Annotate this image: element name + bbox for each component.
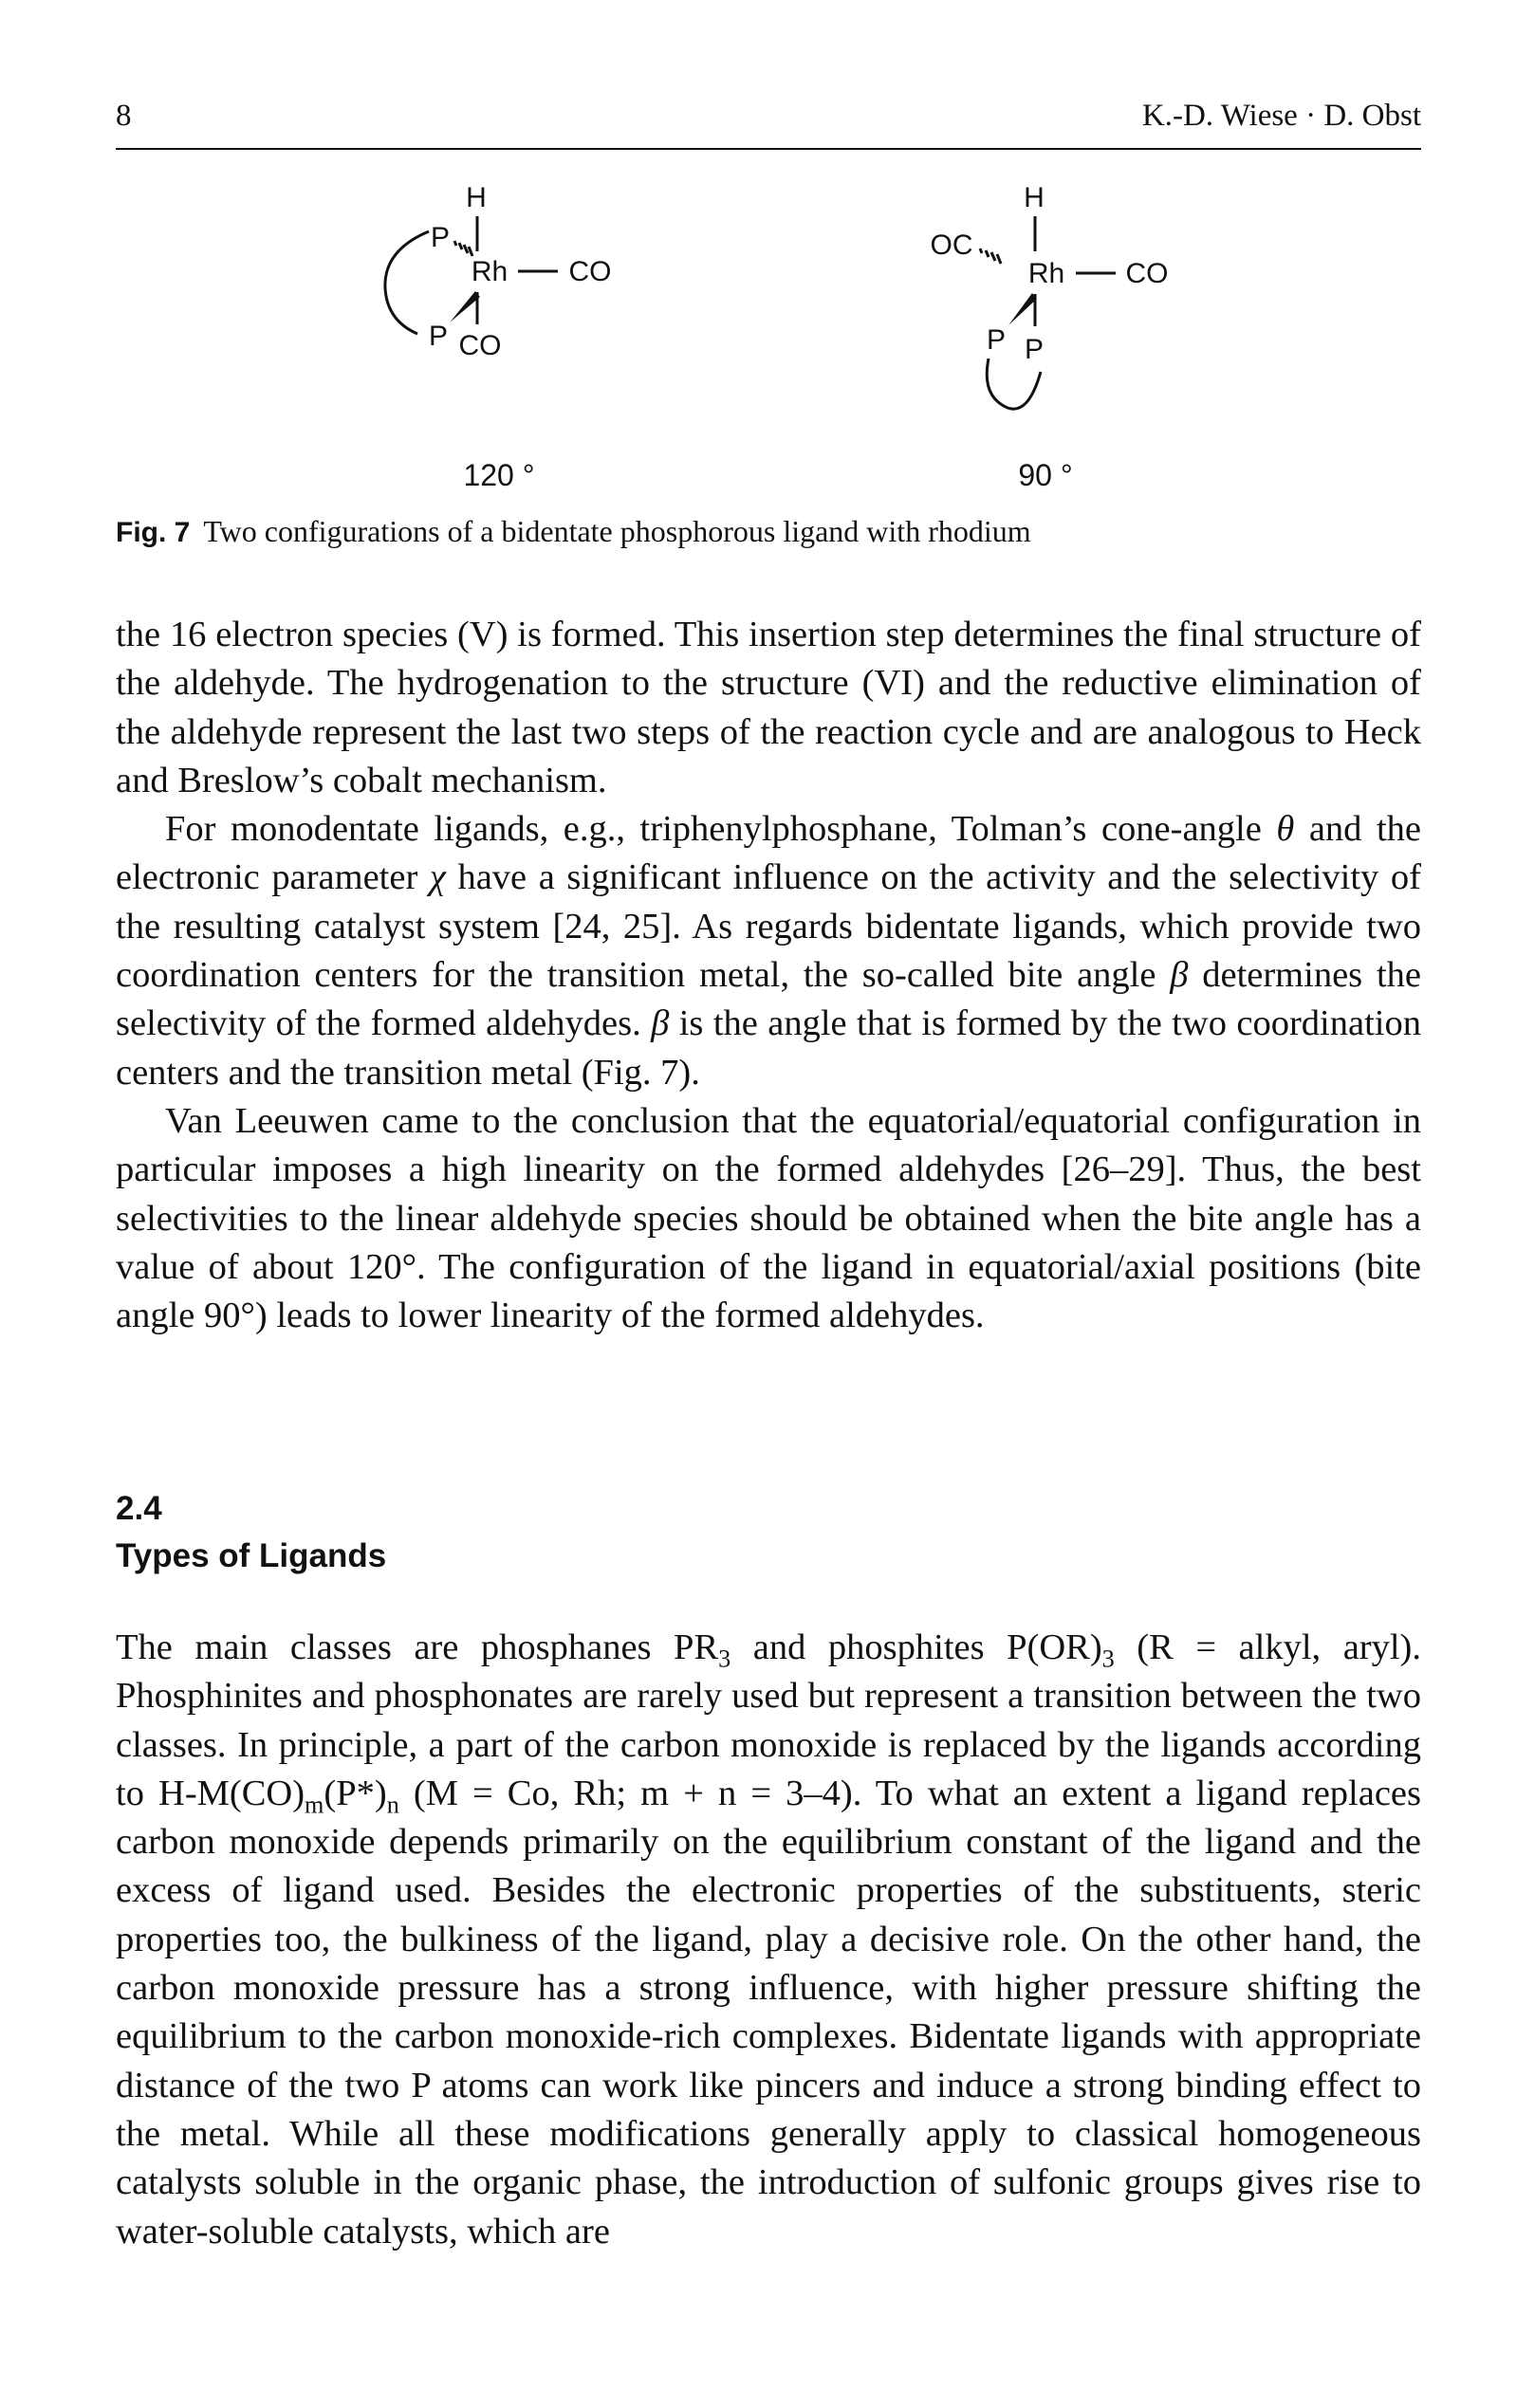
- right-ligand-co: CO: [1125, 258, 1169, 289]
- right-ligand-oc: OC: [930, 230, 973, 261]
- left-ligand-co-bottom: CO: [458, 330, 502, 361]
- p2-text-c: have a significant influence on the activity and the selectivity of the resulting catalyst system [24, 25]. As regards bidentate ligands, which provide two coordination centers for the transition metal, the so-called bite angle: [116, 857, 1421, 996]
- left-solid-wedge: [450, 291, 480, 322]
- pl-text-d: (P*): [324, 1773, 387, 1813]
- right-ligand-bridge: [987, 358, 1041, 409]
- p2-text-d: determines the selectivity of the formed aldehydes.: [116, 955, 1421, 1044]
- rhodium-configurations-diagram: [116, 159, 1421, 548]
- p2-text-e: is the angle that is formed by the two coordination centers and the transition metal (Fig. 7).: [116, 1003, 1421, 1093]
- left-hashed-wedge: [454, 241, 472, 256]
- left-atom-p-top: P: [430, 222, 451, 253]
- right-atom-p-left: P: [986, 324, 1007, 356]
- right-atom-h: H: [1024, 182, 1045, 213]
- figure-7: [116, 159, 1421, 548]
- right-atom-p-bottom: P: [1024, 334, 1045, 365]
- left-atom-h: H: [466, 182, 487, 213]
- pl-text-b: and phosphites P(OR): [731, 1627, 1102, 1667]
- left-ligand-co-right: CO: [568, 256, 612, 287]
- page-header: [116, 95, 1421, 150]
- right-solid-wedge: [1008, 293, 1037, 325]
- section-title: Types of Ligands: [116, 1537, 387, 1574]
- section-number: 2.4: [116, 1490, 162, 1527]
- symbol-beta: β: [1170, 955, 1189, 996]
- subscript-3: 3: [1101, 1645, 1115, 1673]
- paragraph-types-of-ligands: [116, 1624, 1421, 2256]
- left-atom-rh: Rh: [471, 256, 509, 287]
- right-hashed-wedge: [980, 248, 1001, 264]
- caption-label: Fig. 7: [116, 517, 191, 548]
- right-atom-rh: Rh: [1027, 258, 1065, 289]
- symbol-chi: χ: [429, 857, 446, 898]
- page-number: 8: [116, 99, 132, 133]
- symbol-beta: β: [651, 1003, 670, 1044]
- body-text-block-1: [116, 611, 1421, 1340]
- pl-text-c: (R = alkyl, aryl). Phosphinites and phosphonates are rarely used but represent a transition between the two classes. In principle, a part of the carbon monoxide is replaced by the ligands according to H-M(CO): [116, 1627, 1421, 1813]
- body-text-block-2: [116, 1624, 1421, 2256]
- figure-caption: [116, 512, 1421, 552]
- subscript-m: m: [305, 1791, 324, 1819]
- paragraph-van-leeuwen: Van Leeuwen came to the conclusion that the equatorial/equatorial configuration in particular imposes a high linearity on the formed aldehydes [26–29]. Thus, the best selectivities to the linear aldehyde species should be obtained when the bite angle has a value of about 120°. The configuration of the ligand in equatorial/axial positions (bite angle 90°) leads to lower linearity of the formed aldehydes.: [116, 1100, 1421, 1336]
- subscript-n: n: [386, 1791, 399, 1819]
- running-head: K.-D. Wiese · D. Obst: [1141, 99, 1421, 133]
- subscript-3: 3: [718, 1645, 731, 1673]
- left-atom-p-bottom: P: [428, 321, 449, 352]
- section-heading: [116, 1485, 1421, 1580]
- p2-text-b: and the electronic parameter: [116, 809, 1421, 898]
- p2-text-a: For monodentate ligands, e.g., triphenylphosphane, Tolman’s cone-angle: [165, 809, 1277, 850]
- paragraph-monodentate-ligands: [116, 805, 1421, 1097]
- pl-text-e: (M = Co, Rh; m + n = 3–4). To what an extent a ligand replaces carbon monoxide depends primarily on the equilibrium constant of the ligand and the excess of ligand used. Besides the electronic properties of the substituents, steric properties too, the bulkiness of the ligand, play a decisive role. On the other hand, the carbon monoxide pressure has a strong influence, with higher pressure shifting the equilibrium to the carbon monoxide-rich complexes. Bidentate ligands with appropriate distance of the two P atoms can work like pincers and induce a strong binding effect to the metal. While all these modifications generally apply to classical homogeneous catalysts soluble in the organic phase, the introduction of sulfonic groups gives rise to water-soluble catalysts, which are: [116, 1773, 1421, 2252]
- symbol-theta: θ: [1276, 809, 1295, 850]
- left-angle-label: 120 °: [463, 458, 535, 492]
- left-ligand-bridge: [385, 231, 429, 334]
- paragraph-insertion-step: the 16 electron species (V) is formed. This insertion step determines the final structure of the aldehyde. The hydrogenation to the structure (VI) and the reductive elimination of the aldehyde represent the last two steps of the reaction cycle and are analogous to Heck and Breslow’s cobalt mechanism.: [116, 615, 1421, 800]
- caption-text: Two configurations of a bidentate phosphorous ligand with rhodium: [203, 514, 1031, 548]
- pl-text-a: The main classes are phosphanes PR: [116, 1627, 719, 1667]
- left-structure: [385, 182, 612, 492]
- right-structure: [931, 182, 1169, 492]
- right-angle-label: 90 °: [1018, 458, 1073, 492]
